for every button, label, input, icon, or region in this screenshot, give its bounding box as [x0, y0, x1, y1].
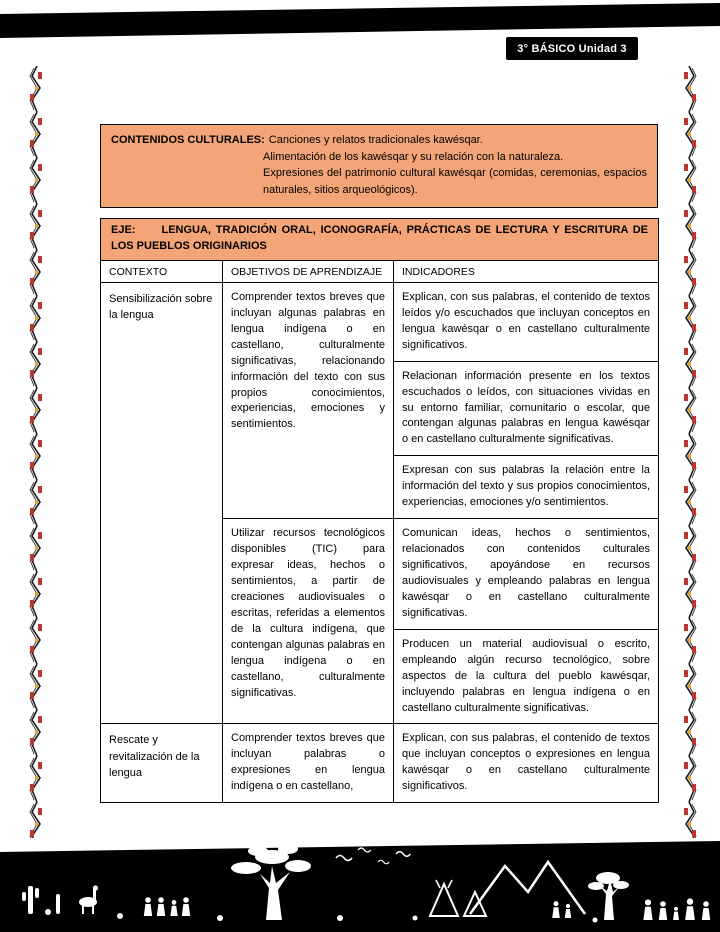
right-border-ornament: [682, 66, 698, 838]
table-row: [101, 282, 659, 361]
curriculum-content: [100, 124, 658, 803]
cultural-contents-section: [100, 124, 658, 208]
curriculum-table: [100, 218, 659, 803]
footer-illustration: [0, 836, 720, 932]
left-border-ornament: [28, 66, 44, 838]
context-cell: Sensibilización sobre la lengua: [101, 282, 223, 724]
zigzag-ornament-icon: [682, 66, 698, 838]
cultural-contents-line: [111, 132, 647, 149]
cultural-contents-item: Canciones y relatos tradicionales kawésqar.: [268, 134, 483, 146]
column-header-objetivos: OBJETIVOS DE APRENDIZAJE: [223, 260, 394, 282]
zigzag-ornament-icon: [28, 66, 44, 838]
cultural-contents-item: Alimentación de los kawésqar y su relación con la naturaleza.: [263, 150, 564, 163]
unit-badge: 3° BÁSICO Unidad 3: [506, 37, 638, 60]
context-cell: Rescate y revitalización de la lengua: [101, 724, 223, 803]
column-header-contexto: CONTEXTO: [101, 260, 223, 282]
objective-cell: Utilizar recursos tecnológicos disponibles (TIC) para expresar ideas, hechos o sentimientos, a partir de creaciones audiovisuales o escritas, referidas a elementos de la cultura indígena, que contengan algunas palabras en lengua indígena o en castellano, culturalmente significativas.: [223, 519, 394, 724]
indicator-cell: Producen un material audiovisual o escrito, empleando algún recurso tecnológico, sobre aspectos de la cultura del pueblo kawésqar, incluyendo palabras en lengua indígena o en castellano culturalmente significativas.: [394, 629, 659, 724]
cultural-contents-label: CONTENIDOS CULTURALES:: [111, 134, 265, 146]
indicator-cell: Explican, con sus palabras, el contenido de textos leídos y/o escuchados que incluyan conceptos en lengua kawésqar o en castellano culturalmente significativos.: [394, 282, 659, 361]
table-row: [101, 724, 659, 803]
objective-cell: Comprender textos breves que incluyan palabras o expresiones en lengua indígena o en castellano,: [223, 724, 394, 803]
eje-cell: [101, 219, 659, 261]
indicator-cell: Expresan con sus palabras la relación entre la información del texto y sus propios conocimientos, experiencias, emociones y/o sentimientos.: [394, 456, 659, 519]
eje-text: LENGUA, TRADICIÓN ORAL, ICONOGRAFÍA, PRÁCTICAS DE LECTURA Y ESCRITURA DE LOS PUEBLOS ORIGINARIOS: [111, 224, 649, 252]
eje-row: [101, 219, 659, 261]
indicator-cell: Relacionan información presente en los textos escuchados o leídos, con situaciones vividas en su entorno familiar, comunitario o escolar, que contengan algunas palabras en lengua kawésqar o en castellano culturalmente significativas.: [394, 361, 659, 456]
indicator-cell: Comunican ideas, hechos o sentimientos, relacionados con contenidos culturales significativos, apoyándose en recursos audiovisuales y empleando palabras en lengua kawésqar o en castellano culturalmente significativas.: [394, 519, 659, 630]
cultural-contents-item: Expresiones del patrimonio cultural kawésqar (comidas, ceremonias, espacios naturales, sitios arqueológicos).: [263, 167, 647, 196]
indicator-cell: Explican, con sus palabras, el contenido de textos que incluyan conceptos o expresiones en lengua kawésqar o en castellano culturalmente significativos.: [394, 724, 659, 803]
top-black-band: [0, 0, 720, 42]
objective-cell: Comprender textos breves que incluyan algunas palabras en lengua indígena o en castellano, culturalmente significativas, relacionando información del texto con sus propios conocimientos, experiencias, emociones y sentimientos.: [223, 282, 394, 518]
column-header-row: [101, 260, 659, 282]
eje-label: EJE:: [111, 224, 136, 236]
column-header-indicadores: INDICADORES: [394, 260, 659, 282]
landscape-silhouette-icon: [0, 836, 720, 932]
